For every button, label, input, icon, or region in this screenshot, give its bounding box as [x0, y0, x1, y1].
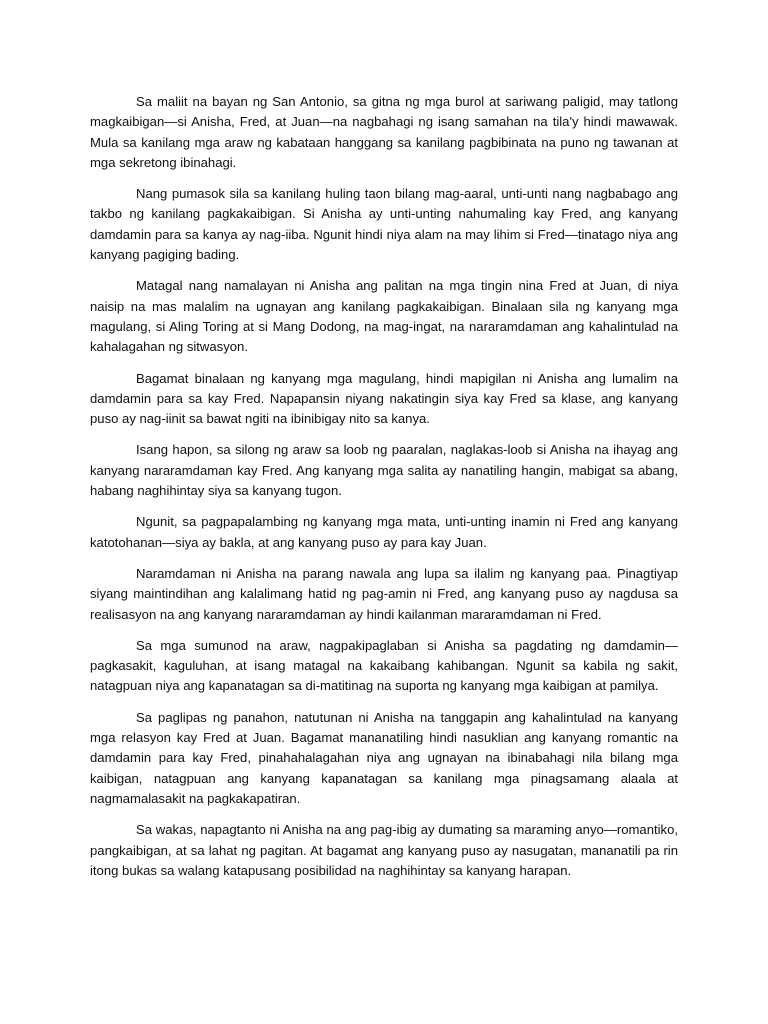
paragraph-1: Sa maliit na bayan ng San Antonio, sa gitna ng mga burol at sariwang paligid, may tatlong magkaibigan—si Anisha, Fred, at Juan—na nagbahagi ng isang samahan na tila'y hindi mawawak. Mula sa kanilang mga araw ng kabataan hanggang sa kanilang pagbibinata na puno ng tawanan at mga sekretong ibinahagi. — [90, 94, 678, 170]
paragraph-5: Isang hapon, sa silong ng araw sa loob ng paaralan, naglakas-loob si Anisha na ihayag ang kanyang nararamdaman kay Fred. Ang kanyang mga salita ay nanatiling hangin, mabigat sa abang, habang naghihintay siya sa kanyang tugon. — [90, 442, 678, 499]
paragraph-2: Nang pumasok sila sa kanilang huling taon bilang mag-aaral, unti-unti nang nagbabago ang takbo ng kanilang pagkakaibigan. Si Anisha ay unti-unting nahumaling kay Fred, ang kanyang damdamin para sa kanya ay nag-iiba. Ngunit hindi niya alam na may lihim si Fred—tinatago niya ang kanyang pagiging bading. — [90, 186, 678, 263]
paragraph-3: Matagal nang namalayan ni Anisha ang palitan na mga tingin nina Fred at Juan, di niya naisip na mas malalim na ugnayan ang kanilang pagkakaibigan. Binalaan sila ng kanyang mga magulang, si Aling Toring at si Mang Dodong, na mag-ingat, na nararamdaman ang kahalintulad na kahalagahan ng sitwasyon. — [90, 278, 678, 355]
paragraph-6: Ngunit, sa pagpapalambing ng kanyang mga mata, unti-unting inamin ni Fred ang kanyang katotohanan—siya ay bakla, at ang kanyang puso ay para kay Juan. — [90, 514, 678, 550]
paragraph-4: Bagamat binalaan ng kanyang mga magulang, hindi mapigilan ni Anisha ang lumalim na damdamin para sa kay Fred. Napapansin niyang nakatingin siya kay Fred sa klase, ang kanyang puso ay nag-iinit sa bawat ngiti na ibinibigay nito sa kanya. — [90, 370, 678, 427]
paragraph-10: Sa wakas, napagtanto ni Anisha na ang pag-ibig ay dumating sa maraming anyo—romantiko, pangkaibigan, at sa lahat ng pagitan. At bagamat ang kanyang puso ay nasugatan, mananatili pa rin itong bukas sa walang katapusang posibilidad na naghihintay sa kanyang harapan. — [90, 822, 678, 878]
paragraph-8: Sa mga sumunod na araw, nagpakipaglaban si Anisha sa pagdating ng damdamin—pagkasakit, kaguluhan, at isang matagal na kakaibang kahibangan. Ngunit sa kabila ng sakit, natagpuan niya ang kapanatagan sa di-matitinag na suporta ng kanyang mga kaibigan at pamilya. — [90, 637, 678, 694]
story-body — [90, 92, 678, 881]
paragraph-7: Naramdaman ni Anisha na parang nawala ang lupa sa ilalim ng kanyang paa. Pinagtiyap siyang maintindihan ang kalalimang hatid ng pag-amin ni Fred, ang kanyang puso ay nagdusa sa realisasyon na ang kanyang nararamdaman ay hindi kailanman mararamdaman ni Fred. — [90, 565, 678, 622]
paragraph-9: Sa paglipas ng panahon, natutunan ni Anisha na tanggapin ang kahalintulad na kanyang mga relasyon kay Fred at Juan. Bagamat mananatiling hindi nasuklian ang kanyang romantic na damdamin para kay Fred, pinahahalagahan niya ang ugnayan na ibinabahagi nila bilang mga kaibigan, natagpuan ang kanyang kapanatagan sa kanilang mga pinagsamang alaala at nagmamalasakit na pagkakapatiran. — [90, 709, 678, 806]
